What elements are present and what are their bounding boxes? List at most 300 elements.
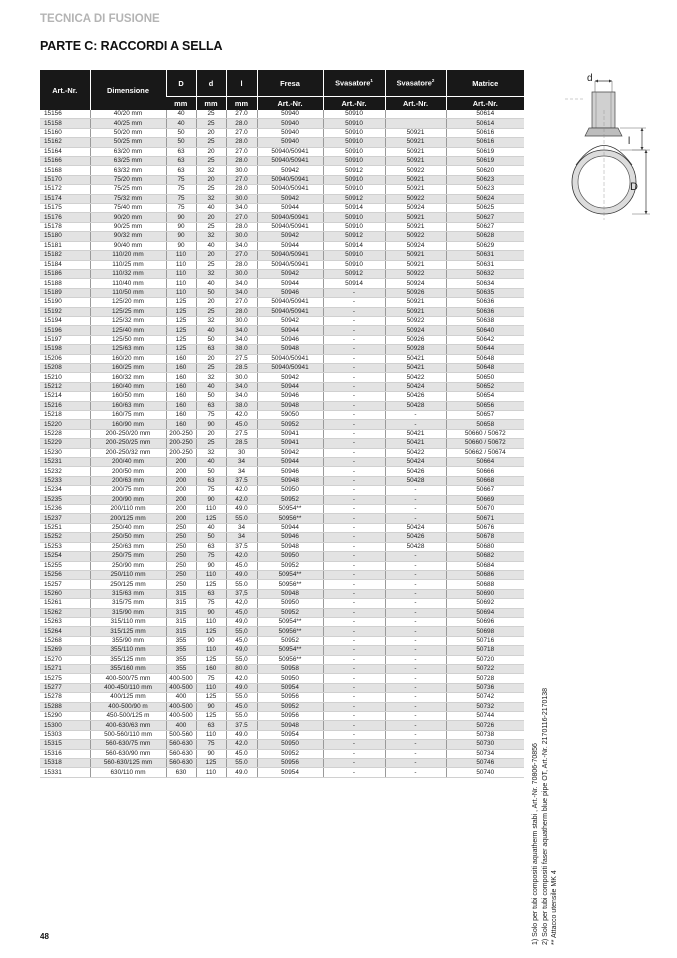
cell-matrice: 50666 — [446, 467, 524, 476]
cell-d: 20 — [196, 354, 226, 363]
cell-l: 34.0 — [226, 288, 257, 297]
table-row — [40, 552, 524, 561]
unit-d: mm — [196, 97, 226, 111]
cell-artnr: 15257 — [40, 580, 90, 589]
cell-svasatore-2: 50922 — [385, 194, 446, 203]
cell-matrice: 50616 — [446, 138, 524, 147]
cell-artnr: 15268 — [40, 636, 90, 645]
cell-svasatore-2: 50426 — [385, 467, 446, 476]
cell-D: 200 — [166, 505, 196, 514]
cell-D: 125 — [166, 307, 196, 316]
cell-D: 250 — [166, 561, 196, 570]
cell-D: 560-630 — [166, 759, 196, 768]
cell-svasatore-2: 50428 — [385, 476, 446, 485]
cell-dimensione: 250/63 mm — [90, 542, 166, 551]
cell-matrice: 50671 — [446, 514, 524, 523]
cell-D: 560-630 — [166, 749, 196, 758]
cell-l: 42.0 — [226, 740, 257, 749]
cell-d: 125 — [196, 759, 226, 768]
table-row — [40, 458, 524, 467]
cell-dimensione: 125/32 mm — [90, 316, 166, 325]
cell-svasatore-2: 50921 — [385, 260, 446, 269]
cell-matrice: 50614 — [446, 110, 524, 119]
cell-l: 34.0 — [226, 392, 257, 401]
cell-D: 160 — [166, 392, 196, 401]
cell-fresa: 50948 — [257, 721, 323, 730]
cell-svasatore-1: - — [323, 664, 385, 673]
cell-matrice: 50629 — [446, 241, 524, 250]
cell-svasatore-2: 50924 — [385, 204, 446, 213]
cell-l: 30.0 — [226, 316, 257, 325]
cell-l: 27.0 — [226, 147, 257, 156]
cell-dimensione: 200/125 mm — [90, 514, 166, 523]
cell-d: 75 — [196, 486, 226, 495]
cell-l: 28.0 — [226, 119, 257, 128]
cell-D: 250 — [166, 570, 196, 579]
cell-fresa: 50946 — [257, 288, 323, 297]
cell-d: 63 — [196, 401, 226, 410]
col-header-l: l — [226, 70, 257, 97]
cell-artnr: 15189 — [40, 288, 90, 297]
cell-fresa: 50948 — [257, 476, 323, 485]
cell-svasatore-1: 50910 — [323, 185, 385, 194]
cell-dimensione: 250/110 mm — [90, 570, 166, 579]
cell-artnr: 15275 — [40, 674, 90, 683]
cell-artnr: 15252 — [40, 533, 90, 542]
cell-fresa: 50940/50941 — [257, 251, 323, 260]
table-row — [40, 759, 524, 768]
cell-svasatore-1: 50912 — [323, 232, 385, 241]
cell-artnr: 15316 — [40, 749, 90, 758]
cell-fresa: 50952 — [257, 420, 323, 429]
cell-dimensione: 250/75 mm — [90, 552, 166, 561]
cell-matrice: 50623 — [446, 175, 524, 184]
cell-l: 80.0 — [226, 664, 257, 673]
cell-dimensione: 160/50 mm — [90, 392, 166, 401]
diagram-label-d: d — [587, 73, 593, 84]
table-row — [40, 702, 524, 711]
table-row — [40, 382, 524, 391]
table-row — [40, 345, 524, 354]
cell-D: 400-500 — [166, 712, 196, 721]
cell-l: 28.0 — [226, 157, 257, 166]
cell-d: 125 — [196, 580, 226, 589]
cell-svasatore-1: 50910 — [323, 213, 385, 222]
cell-svasatore-1: - — [323, 326, 385, 335]
cell-D: 125 — [166, 335, 196, 344]
cell-d: 125 — [196, 627, 226, 636]
cell-d: 32 — [196, 166, 226, 175]
cell-matrice: 50716 — [446, 636, 524, 645]
cell-d: 75 — [196, 674, 226, 683]
cell-artnr: 15300 — [40, 721, 90, 730]
cell-fresa: 50952 — [257, 636, 323, 645]
table-row — [40, 693, 524, 702]
category-label: TECNICA DI FUSIONE — [40, 13, 160, 25]
table-row — [40, 533, 524, 542]
cell-l: 45.0 — [226, 420, 257, 429]
cell-svasatore-2: 50922 — [385, 316, 446, 325]
table-row — [40, 768, 524, 777]
cell-dimensione: 110/25 mm — [90, 260, 166, 269]
cell-d: 110 — [196, 768, 226, 777]
cell-fresa: 50956 — [257, 759, 323, 768]
table-row — [40, 599, 524, 608]
cell-D: 40 — [166, 119, 196, 128]
cell-D: 400-500 — [166, 702, 196, 711]
cell-l: 55.0 — [226, 693, 257, 702]
cell-l: 55,0 — [226, 627, 257, 636]
cell-artnr: 15232 — [40, 467, 90, 476]
cell-svasatore-2: 50424 — [385, 382, 446, 391]
cell-svasatore-1: - — [323, 683, 385, 692]
cell-D: 315 — [166, 599, 196, 608]
cell-l: 34.0 — [226, 335, 257, 344]
table-row — [40, 157, 524, 166]
cell-fresa: 50948 — [257, 542, 323, 551]
cell-l: 42.0 — [226, 495, 257, 504]
cell-d: 20 — [196, 213, 226, 222]
cell-D: 200 — [166, 514, 196, 523]
cell-matrice: 50660 / 50672 — [446, 439, 524, 448]
cell-d: 90 — [196, 561, 226, 570]
cell-matrice: 50631 — [446, 260, 524, 269]
cell-d: 32 — [196, 269, 226, 278]
col-header-svasatore-1: Svasatore$^1$ — [323, 70, 385, 97]
cell-dimensione: 125/40 mm — [90, 326, 166, 335]
cell-svasatore-2: - — [385, 712, 446, 721]
saddle-fittings-table — [40, 70, 524, 778]
cell-svasatore-1: 50912 — [323, 166, 385, 175]
cell-artnr: 15264 — [40, 627, 90, 636]
cell-svasatore-1: - — [323, 646, 385, 655]
cell-artnr: 15184 — [40, 260, 90, 269]
cell-artnr: 15260 — [40, 589, 90, 598]
cell-fresa: 50946 — [257, 533, 323, 542]
cell-fresa: 50940 — [257, 128, 323, 137]
cell-svasatore-2: - — [385, 514, 446, 523]
table-row — [40, 467, 524, 476]
cell-l: 28.0 — [226, 138, 257, 147]
cell-fresa: 59050 — [257, 411, 323, 420]
cell-D: 125 — [166, 326, 196, 335]
table-row — [40, 646, 524, 655]
cell-artnr: 15269 — [40, 646, 90, 655]
cell-svasatore-2: 50926 — [385, 288, 446, 297]
cell-l: 28.0 — [226, 260, 257, 269]
cell-dimensione: 315/75 mm — [90, 599, 166, 608]
cell-d: 90 — [196, 495, 226, 504]
cell-dimensione: 40/20 mm — [90, 110, 166, 119]
cell-dimensione: 250/125 mm — [90, 580, 166, 589]
table-row — [40, 194, 524, 203]
cell-svasatore-1: - — [323, 335, 385, 344]
cell-svasatore-1: - — [323, 533, 385, 542]
col-header-D: D — [166, 70, 196, 97]
table-row — [40, 316, 524, 325]
cell-d: 125 — [196, 712, 226, 721]
cell-artnr: 15216 — [40, 401, 90, 410]
cell-artnr: 15256 — [40, 570, 90, 579]
cell-svasatore-1: - — [323, 693, 385, 702]
cell-svasatore-1: - — [323, 467, 385, 476]
cell-fresa: 50954** — [257, 617, 323, 626]
cell-svasatore-1: - — [323, 392, 385, 401]
col-header-artnr: Art.-Nr. — [40, 70, 90, 110]
cell-D: 63 — [166, 166, 196, 175]
cell-l: 28.5 — [226, 439, 257, 448]
cell-D: 75 — [166, 204, 196, 213]
cell-d: 32 — [196, 448, 226, 457]
cell-svasatore-2: 50922 — [385, 269, 446, 278]
cell-artnr: 15237 — [40, 514, 90, 523]
col-header-dimensione: Dimensione — [90, 70, 166, 110]
table-row — [40, 307, 524, 316]
cell-artnr: 15174 — [40, 194, 90, 203]
cell-artnr: 15270 — [40, 655, 90, 664]
cell-svasatore-2: - — [385, 693, 446, 702]
cell-svasatore-2: - — [385, 486, 446, 495]
table-row — [40, 505, 524, 514]
cell-artnr: 15271 — [40, 664, 90, 673]
cell-fresa: 50952 — [257, 749, 323, 758]
cell-svasatore-2: 50924 — [385, 326, 446, 335]
cell-artnr: 15228 — [40, 429, 90, 438]
cell-D: 250 — [166, 552, 196, 561]
table-row — [40, 260, 524, 269]
cell-l: 30.0 — [226, 166, 257, 175]
cell-svasatore-2: 50921 — [385, 175, 446, 184]
cell-d: 63 — [196, 345, 226, 354]
cell-d: 110 — [196, 570, 226, 579]
cell-svasatore-1: - — [323, 316, 385, 325]
cell-svasatore-1: - — [323, 570, 385, 579]
cell-d: 20 — [196, 429, 226, 438]
cell-artnr: 15182 — [40, 251, 90, 260]
cell-fresa: 50948 — [257, 345, 323, 354]
cell-fresa: 50944 — [257, 382, 323, 391]
cell-fresa: 50941 — [257, 439, 323, 448]
table-row — [40, 288, 524, 297]
cell-matrice: 50736 — [446, 683, 524, 692]
cell-svasatore-1: 50910 — [323, 119, 385, 128]
cell-artnr: 15220 — [40, 420, 90, 429]
cell-artnr: 15263 — [40, 617, 90, 626]
cell-D: 200-250 — [166, 448, 196, 457]
cell-artnr: 15188 — [40, 279, 90, 288]
cell-matrice: 50656 — [446, 401, 524, 410]
cell-fresa: 50952 — [257, 608, 323, 617]
cell-l: 34.0 — [226, 382, 257, 391]
cell-artnr: 15198 — [40, 345, 90, 354]
cell-l: 30.0 — [226, 194, 257, 203]
cell-artnr: 15175 — [40, 204, 90, 213]
cell-fresa: 50956** — [257, 580, 323, 589]
table-row — [40, 269, 524, 278]
cell-d: 40 — [196, 326, 226, 335]
cell-d: 63 — [196, 721, 226, 730]
cell-d: 125 — [196, 514, 226, 523]
unit-svasatore-1: Art.-Nr. — [323, 97, 385, 111]
table-row — [40, 204, 524, 213]
cell-svasatore-2: - — [385, 599, 446, 608]
cell-dimensione: 63/20 mm — [90, 147, 166, 156]
cell-fresa: 50942 — [257, 232, 323, 241]
cell-svasatore-1: - — [323, 561, 385, 570]
cell-dimensione: 160/25 mm — [90, 363, 166, 372]
table-row — [40, 363, 524, 372]
cell-svasatore-1: - — [323, 617, 385, 626]
table-row — [40, 213, 524, 222]
table-row — [40, 617, 524, 626]
cell-svasatore-1: 50912 — [323, 194, 385, 203]
cell-artnr: 15290 — [40, 712, 90, 721]
cell-svasatore-1: - — [323, 552, 385, 561]
table-row — [40, 392, 524, 401]
cell-d: 40 — [196, 458, 226, 467]
cell-svasatore-1: - — [323, 655, 385, 664]
cell-l: 27.0 — [226, 175, 257, 184]
cell-D: 75 — [166, 194, 196, 203]
cell-fresa: 50940/50941 — [257, 354, 323, 363]
cell-dimensione: 355/125 mm — [90, 655, 166, 664]
cell-svasatore-2: 50421 — [385, 429, 446, 438]
cell-d: 125 — [196, 693, 226, 702]
cell-fresa: 50950 — [257, 674, 323, 683]
table-row — [40, 429, 524, 438]
cell-l: 55.0 — [226, 712, 257, 721]
cell-d: 25 — [196, 363, 226, 372]
cell-matrice: 50746 — [446, 759, 524, 768]
table-row — [40, 448, 524, 457]
cell-matrice: 50680 — [446, 542, 524, 551]
cell-d: 50 — [196, 335, 226, 344]
cell-artnr: 15230 — [40, 448, 90, 457]
cell-fresa: 50940/50941 — [257, 307, 323, 316]
cell-dimensione: 125/25 mm — [90, 307, 166, 316]
cell-svasatore-1: 50910 — [323, 128, 385, 137]
table-row — [40, 222, 524, 231]
cell-dimensione: 200/110 mm — [90, 505, 166, 514]
cell-fresa: 50950 — [257, 552, 323, 561]
cell-svasatore-1: 50912 — [323, 269, 385, 278]
cell-artnr: 15261 — [40, 599, 90, 608]
saddle-fitting-drawing — [560, 70, 656, 240]
cell-d: 125 — [196, 655, 226, 664]
cell-l: 37.5 — [226, 721, 257, 730]
cell-D: 315 — [166, 608, 196, 617]
cell-fresa: 50946 — [257, 467, 323, 476]
cell-dimensione: 560-630/125 mm — [90, 759, 166, 768]
cell-matrice: 50642 — [446, 335, 524, 344]
cell-d: 20 — [196, 128, 226, 137]
cell-d: 110 — [196, 683, 226, 692]
cell-d: 25 — [196, 119, 226, 128]
cell-D: 110 — [166, 260, 196, 269]
table-body — [40, 110, 524, 777]
cell-matrice: 50650 — [446, 373, 524, 382]
cell-fresa: 50956** — [257, 655, 323, 664]
cell-d: 160 — [196, 664, 226, 673]
cell-fresa: 50944 — [257, 204, 323, 213]
cell-fresa: 50940 — [257, 138, 323, 147]
cell-matrice: 50623 — [446, 185, 524, 194]
cell-fresa: 50954 — [257, 683, 323, 692]
cell-dimensione: 160/40 mm — [90, 382, 166, 391]
cell-l: 38.0 — [226, 401, 257, 410]
cell-l: 34 — [226, 523, 257, 532]
cell-l: 30.0 — [226, 269, 257, 278]
cell-fresa: 50940/50941 — [257, 298, 323, 307]
cell-matrice: 50616 — [446, 128, 524, 137]
table-row — [40, 147, 524, 156]
table-row — [40, 373, 524, 382]
cell-svasatore-2: 50921 — [385, 157, 446, 166]
cell-fresa: 50954 — [257, 730, 323, 739]
table-row — [40, 664, 524, 673]
table-row — [40, 749, 524, 758]
table-row — [40, 486, 524, 495]
cell-fresa: 50942 — [257, 194, 323, 203]
cell-dimensione: 450-500/125 m — [90, 712, 166, 721]
cell-l: 28.5 — [226, 363, 257, 372]
cell-artnr: 15158 — [40, 119, 90, 128]
cell-svasatore-1: - — [323, 599, 385, 608]
cell-fresa: 50948 — [257, 401, 323, 410]
cell-matrice: 50660 / 50672 — [446, 429, 524, 438]
table-row — [40, 401, 524, 410]
cell-matrice: 50730 — [446, 740, 524, 749]
cell-dimensione: 160/32 mm — [90, 373, 166, 382]
cell-svasatore-1: 50910 — [323, 110, 385, 119]
cell-dimensione: 400-450/110 mm — [90, 683, 166, 692]
cell-fresa: 50942 — [257, 166, 323, 175]
cell-dimensione: 90/25 mm — [90, 222, 166, 231]
cell-svasatore-2: - — [385, 420, 446, 429]
cell-l: 28.0 — [226, 185, 257, 194]
cell-fresa: 50950 — [257, 599, 323, 608]
cell-D: 160 — [166, 401, 196, 410]
cell-fresa: 50942 — [257, 269, 323, 278]
cell-matrice: 50648 — [446, 354, 524, 363]
cell-d: 32 — [196, 194, 226, 203]
cell-d: 90 — [196, 420, 226, 429]
cell-dimensione: 200/63 mm — [90, 476, 166, 485]
cell-matrice: 50634 — [446, 279, 524, 288]
cell-l: 49,0 — [226, 617, 257, 626]
table-row — [40, 561, 524, 570]
cell-dimensione: 315/110 mm — [90, 617, 166, 626]
cell-dimensione: 250/50 mm — [90, 533, 166, 542]
cell-dimensione: 75/20 mm — [90, 175, 166, 184]
cell-svasatore-1: - — [323, 514, 385, 523]
table-row — [40, 138, 524, 147]
cell-fresa: 50940 — [257, 110, 323, 119]
cell-d: 110 — [196, 730, 226, 739]
cell-svasatore-2 — [385, 110, 446, 119]
cell-l: 45.0 — [226, 749, 257, 758]
cell-D: 355 — [166, 664, 196, 673]
cell-matrice: 50688 — [446, 580, 524, 589]
cell-D: 63 — [166, 147, 196, 156]
cell-dimensione: 315/125 mm — [90, 627, 166, 636]
table-row — [40, 411, 524, 420]
cell-dimensione: 200/75 mm — [90, 486, 166, 495]
cell-svasatore-1: - — [323, 298, 385, 307]
cell-matrice: 50664 — [446, 458, 524, 467]
table-row — [40, 439, 524, 448]
cell-matrice: 50682 — [446, 552, 524, 561]
